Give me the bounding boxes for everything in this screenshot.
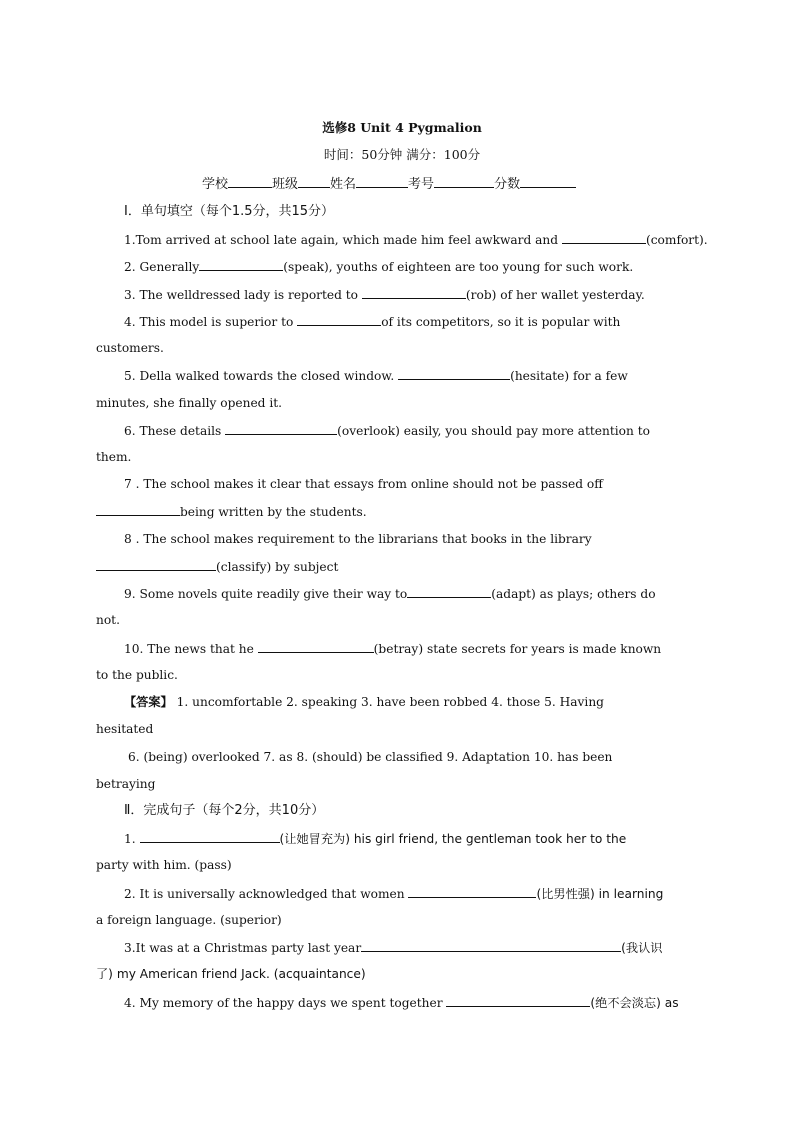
question-8-cont: (classify) by subject [96,558,708,575]
question-3: 3. The welldressed lady is reported to (rob) of her wallet yesterday. [124,288,645,302]
sentence-3-cont: 了) my American friend Jack. (acquaintance) [96,967,366,981]
answer-blank[interactable] [361,939,621,952]
answers-line-3: 6. (being) overlooked 7. as 8. (should) be classified 9. Adaptation 10. has been [128,750,613,764]
sentence-2-cont: a foreign language. (superior) [96,913,282,927]
class-label: 班级 [272,177,299,192]
sentence-2: 2. It is universally acknowledged that women (比男性强) in learning [124,887,664,901]
question-10-cont: to the public. [96,668,178,682]
name-label: 姓名 [330,177,357,192]
class-blank[interactable] [298,175,330,188]
question-10: 10. The news that he (betray) state secrets for years is made known [124,642,662,656]
time-score-line: 时间：50分钟 满分：100分 [323,147,481,162]
answers-line-4: betraying [96,777,156,791]
question-9: 9. Some novels quite readily give their way to (adapt) as plays; others do [124,587,656,601]
question-6: 6. These details (overlook) easily, you should pay more attention to [124,424,650,438]
answers-label: 【答案】 [124,695,173,709]
school-label: 学校 [202,177,229,192]
sentence-4: 4. My memory of the happy days we spent together (绝不会淡忘) as [124,996,679,1010]
answers-line-2: hesitated [96,722,154,736]
answer-blank[interactable] [258,640,374,653]
question-7: 7 . The school makes it clear that essays from online should not be passed off [124,477,603,491]
score-blank[interactable] [520,175,576,188]
question-9-cont: not. [96,613,120,627]
score-label: 分数 [494,177,521,192]
question-6-cont: them. [96,450,132,464]
answer-blank[interactable] [446,994,590,1007]
section2-heading: Ⅱ．完成句子（每个2分，共10分） [124,803,325,818]
name-blank[interactable] [356,175,408,188]
exam-no-label: 考号 [408,177,435,192]
page-title: 选修8 Unit 4 Pygmalion [322,120,482,135]
answer-blank[interactable] [297,313,381,326]
question-7-cont: being written by the students. [96,503,708,520]
answer-blank[interactable] [96,503,180,516]
school-blank[interactable] [228,175,272,188]
answers-line-1: 【答案】 1. uncomfortable 2. speaking 3. have been robbed 4. those 5. Having [124,695,604,709]
student-info-line [202,175,576,193]
answer-blank[interactable] [199,258,283,271]
answer-blank[interactable] [562,231,646,244]
question-4-cont: customers. [96,341,164,355]
sentence-1: 1. (让她冒充为) his girl friend, the gentleman took her to the [124,832,627,846]
question-2: 2. Generally (speak), youths of eighteen are too young for such work. [124,260,634,274]
sentence-1-cont: party with him. (pass) [96,858,232,872]
question-5-cont: minutes, she finally opened it. [96,396,283,410]
answer-blank[interactable] [398,367,510,380]
answer-blank[interactable] [140,830,280,843]
answer-blank[interactable] [408,885,536,898]
exam-no-blank[interactable] [434,175,494,188]
answer-blank[interactable] [96,558,216,571]
question-1: 1.Tom arrived at school late again, which made him feel awkward and (comfort). [124,233,708,247]
answer-blank[interactable] [225,422,337,435]
question-4: 4. This model is superior to of its competitors, so it is popular with [124,315,621,329]
question-8: 8 . The school makes requirement to the librarians that books in the library [124,532,592,546]
answer-blank[interactable] [407,585,491,598]
sentence-3: 3.It was at a Christmas party last year (我认识 [124,941,663,955]
answer-blank[interactable] [362,286,466,299]
section1-heading: Ⅰ．单句填空（每个1.5分，共15分） [124,204,335,219]
question-5: 5. Della walked towards the closed window. (hesitate) for a few [124,369,628,383]
